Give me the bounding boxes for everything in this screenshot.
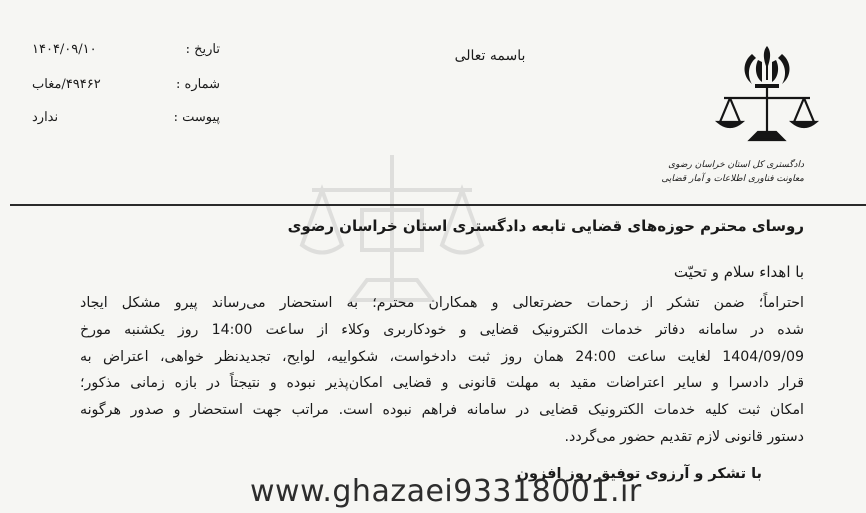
emblem-caption: [654, 158, 804, 186]
date-label: تاریخ :: [185, 42, 220, 57]
number-label: شماره :: [176, 77, 220, 92]
date-row: [20, 42, 220, 62]
letter-heading: باسمه تعالی: [454, 48, 526, 64]
emblem-caption-line2: معاونت فناوری اطلاعات و آمار قضایی: [661, 174, 804, 184]
body-line: 1404/09/09 لغایت ساعت 24:00 همان روز ثبت دادخواست، شکواییه، لوایح، تجدیدنظر خواهی، اعتراض به: [80, 348, 804, 365]
emblem-caption-line1: دادگستری کل استان خراسان رضوی: [668, 160, 804, 170]
attachment-row: [20, 110, 220, 130]
website-watermark: www.ghazaei93318001.ir: [250, 474, 642, 509]
attachment-value: ندارد: [32, 110, 59, 125]
body-line: شده در سامانه دفاتر خدمات الکترونیک قضایی و خودکاربری وکلاء از ساعت 14:00 روز یکشنبه مورخ: [80, 321, 804, 338]
closing-line: با تشکر و آرزوی توفیق روز افزون: [516, 466, 762, 482]
number-row: [20, 77, 220, 97]
body-line: احتراماً؛ ضمن تشکر از زحمات حضرتعالی و همکاران محترم؛ به استحضار می‌رساند پیرو مشکل ایجاد: [80, 295, 804, 311]
body-line: قرار دادسرا و سایر اعتراضات مقید به مهلت قانونی و قضایی امکان‌پذیر نبوده و نتیجتاً در بازه زمانی مذکور؛: [80, 375, 804, 392]
greeting: با اهداء سلام و تحیّت: [673, 263, 804, 281]
addressee: روسای محترم حوزه‌های قضایی تابعه دادگستری استان خراسان رضوی: [287, 217, 804, 235]
number-value: ۴۹۴۶۲/مغاب: [32, 77, 101, 92]
header-divider: [10, 204, 866, 206]
date-value: ۱۴۰۴/۰۹/۱۰: [32, 42, 97, 57]
attachment-label: پیوست :: [173, 110, 220, 125]
body-line: دستور قانونی لازم تقدیم حضور می‌گردد.: [564, 428, 804, 445]
judiciary-emblem-icon: [712, 40, 822, 145]
body-line: امکان ثبت کلیه خدمات الکترونیک قضایی در سامانه فراهم نبوده است. مراتب جهت استحضار و صدور هرگونه: [80, 402, 804, 419]
letter-body: [80, 290, 804, 451]
